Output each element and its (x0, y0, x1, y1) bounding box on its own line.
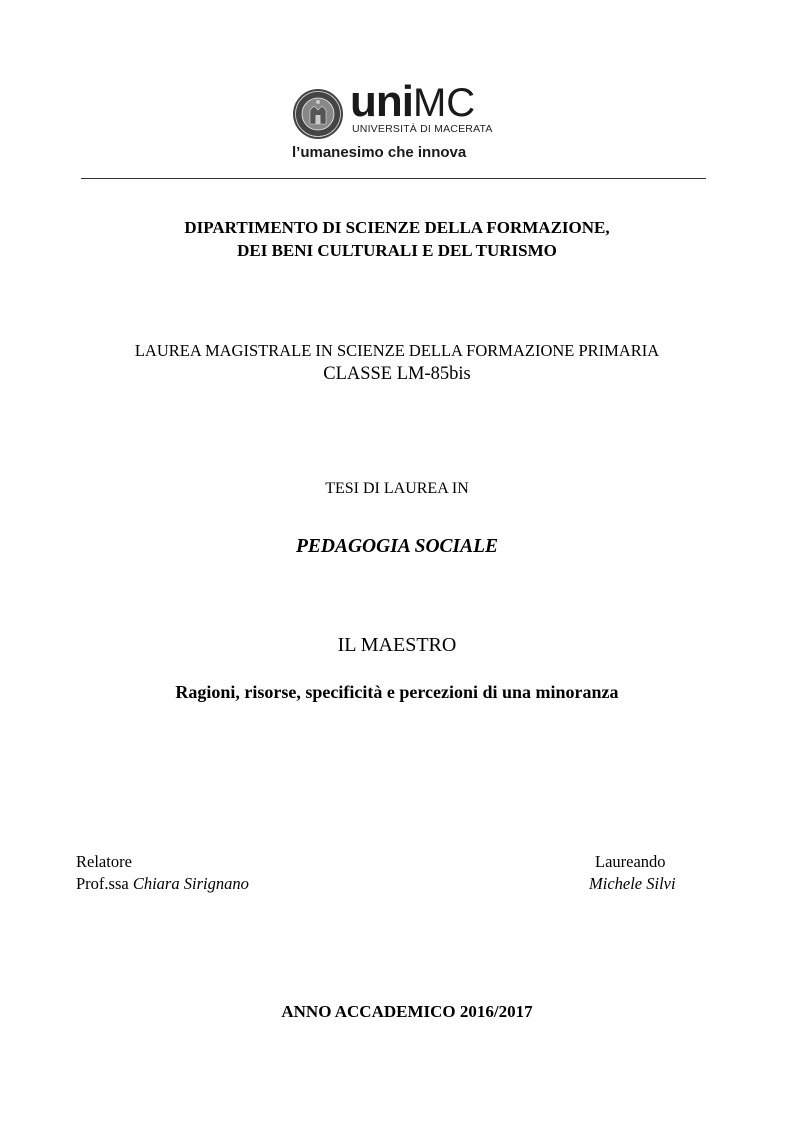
candidate-name: Michele Silvi (589, 874, 676, 893)
department-line-1: DIPARTIMENTO DI SCIENZE DELLA FORMAZIONE, (184, 218, 610, 237)
degree-name: LAUREA MAGISTRALE IN SCIENZE DELLA FORMAZIONE PRIMARIA (134, 341, 660, 360)
academic-year: ANNO ACCADEMICO 2016/2017 (281, 1002, 533, 1021)
candidate-label: Laureando (595, 852, 666, 871)
supervisor-name: Chiara Sirignano (132, 874, 249, 893)
university-motto: l’umanesimo che innova (292, 144, 467, 161)
wordmark-uni: uni (350, 77, 413, 126)
wordmark-mc: MC (412, 81, 476, 125)
degree-class: CLASSE LM-85bis (323, 364, 471, 384)
thesis-subtitle: Ragioni, risorse, specificità e percezioni di una minoranza (175, 682, 619, 702)
supervisor-title: Prof.ssa (76, 874, 129, 893)
thesis-label: TESI DI LAUREA IN (325, 480, 469, 497)
university-name: UNIVERSITÀ DI MACERATA (352, 123, 493, 135)
thesis-title: IL MAESTRO (337, 634, 457, 656)
candidate-name-line (589, 874, 676, 894)
university-wordmark (350, 77, 476, 126)
supervisor-label: Relatore (76, 852, 132, 871)
header-divider (81, 178, 706, 179)
university-logo (290, 77, 500, 166)
university-seal-icon (292, 88, 344, 140)
thesis-subject: PEDAGOGIA SOCIALE (295, 536, 499, 557)
supervisor-name-line (76, 874, 249, 894)
department-line-2: DEI BENI CULTURALI E DEL TURISMO (237, 241, 557, 260)
